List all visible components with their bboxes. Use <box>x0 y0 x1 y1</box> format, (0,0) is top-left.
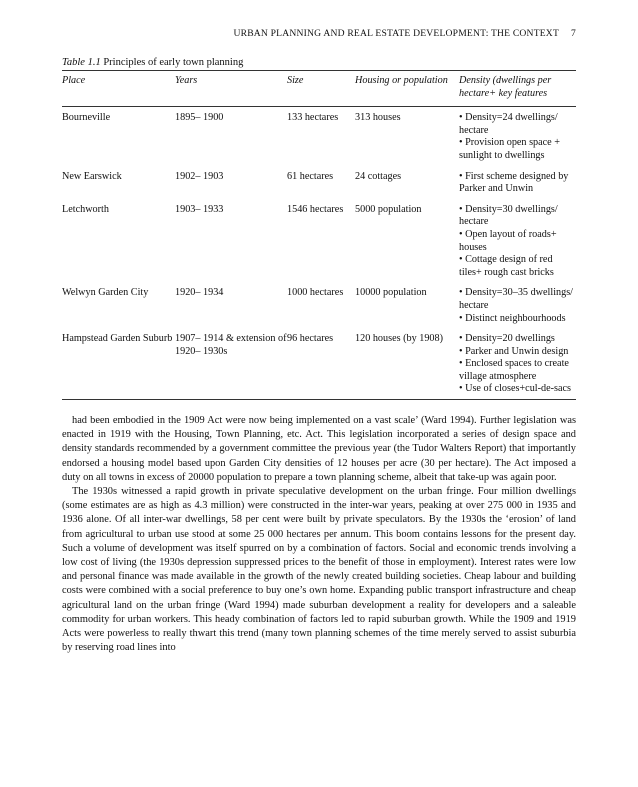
cell-features <box>459 282 576 328</box>
feature-item: • Open layout of roads+ houses <box>459 228 557 253</box>
feature-item: • Density=24 dwellings/ hectare <box>459 112 558 136</box>
table-label: Table 1.1 <box>62 57 101 68</box>
feature-item: • Distinct neighbourhoods <box>459 312 566 324</box>
table-header-row <box>62 71 576 107</box>
feature-item: • Density=20 dwellings <box>459 333 555 345</box>
cell-housing: 10000 population <box>355 287 427 299</box>
cell-housing: 5000 population <box>355 203 422 215</box>
running-header <box>62 28 576 39</box>
cell-years: 1895– 1900 <box>175 112 224 124</box>
cell-place: Bourneville <box>62 112 111 124</box>
table-row <box>62 328 576 399</box>
cell-features <box>459 199 576 283</box>
table-title: Principles of early town planning <box>103 57 244 68</box>
feature-item: • First scheme designed by Parker and Unwin <box>459 170 569 195</box>
cell-size: 1546 hectares <box>287 203 344 215</box>
cell-place: New Earswick <box>62 170 122 182</box>
column-header-density: Density (dwellings per hectare+ key features <box>459 75 552 99</box>
cell-size: 133 hectares <box>287 112 339 124</box>
cell-housing: 120 houses (by 1908) <box>355 333 444 345</box>
cell-housing: 313 houses <box>355 112 401 124</box>
cell-place: Welwyn Garden City <box>62 287 149 299</box>
cell-housing: 24 cottages <box>355 170 402 182</box>
table-row <box>62 199 576 283</box>
cell-place: Hampstead Garden Suburb <box>62 333 173 345</box>
table-caption <box>62 57 243 68</box>
cell-size: 1000 hectares <box>287 287 344 299</box>
feature-item: • Density=30–35 dwellings/ hectare <box>459 287 574 311</box>
feature-item: • Cottage design of red tiles+ rough cast bricks <box>459 254 554 278</box>
cell-features <box>459 328 576 399</box>
cell-years: 1902– 1903 <box>175 170 224 182</box>
page-number: 7 <box>571 28 576 39</box>
cell-place: Letchworth <box>62 203 109 215</box>
body-paragraph: The 1930s witnessed a rapid growth in private speculative development on the urban fringe. Four million dwellings (some estimates are as high as 4.3 million) were constructed in the inter-war years, peaking at over 275 000 in 1935 and 1936 alone. Of all inter-war dwellings, 58 per cent were built by private speculators. By the 1930s the ‘erosion’ of land from agricultural to urban use stood at some 25 000 hectares per annum. This boom contains lessons for the present day. Such a volume of development was itself spurred on by a combination of factors. Social and economic trends involving a low cost of living (the 1930s depression suppressed prices to the benefit of those in employment). Interest rates were low and personal finance was made available in the growth of the newly created building societies. Cheap labour and building costs were combined with a social preference to buy one’s own home. Expanding public transport infrastructure and cheap agricultural land on the urban fringe (Ward 1994) made suburban development a reality for developers and a saleable commodity for urban workers. This heady combination of factors led to rapid suburban growth. While the 1909 and 1919 Acts were powerless to really thwart this trend (many town planning schemes of the time merely served to assist suburbia by reserving road lines into <box>62 486 576 654</box>
feature-item: • Provision open space + sunlight to dwellings <box>459 137 560 161</box>
table-row <box>62 107 576 166</box>
running-title: URBAN PLANNING AND REAL ESTATE DEVELOPMENT: THE CONTEXT <box>233 28 559 39</box>
column-header-years: Years <box>175 75 198 86</box>
table-row <box>62 166 576 199</box>
cell-features <box>459 107 576 166</box>
cell-size: 96 hectares <box>287 333 334 345</box>
cell-years: 1907– 1914 & extension of 1920– 1930s <box>175 333 287 357</box>
cell-years: 1903– 1933 <box>175 203 224 215</box>
body-paragraph: had been embodied in the 1909 Act were now being implemented on a vast scale’ (Ward 1994). Further legislation was enacted in 1919 with the Housing, Town Planning, etc. Act. This legislation incorporated a series of design space and density standards recommended by a government committee the previous year (the Tudor Walters Report) that importantly endorsed a housing model based upon Garden City densities of 12 houses per acre (30 per hectare). The Act imposed a duty on all towns in excess of 20000 population to prepare a town planning scheme, albeit that take-up was again poor. <box>62 415 576 483</box>
town-planning-table <box>62 70 576 400</box>
feature-item: • Use of closes+cul-de-sacs <box>459 383 571 395</box>
cell-size: 61 hectares <box>287 170 334 182</box>
column-header-housing: Housing or population <box>355 75 448 86</box>
cell-features <box>459 166 576 199</box>
column-header-place: Place <box>62 75 86 86</box>
cell-years: 1920– 1934 <box>175 287 224 299</box>
feature-item: • Enclosed spaces to create village atmosphere <box>459 358 569 382</box>
feature-item: • Density=30 dwellings/ hectare <box>459 203 558 228</box>
table-row <box>62 282 576 328</box>
table-bottom-rule <box>62 399 576 400</box>
feature-item: • Parker and Unwin design <box>459 345 569 357</box>
body-text <box>62 414 576 655</box>
column-header-size: Size <box>287 75 304 86</box>
